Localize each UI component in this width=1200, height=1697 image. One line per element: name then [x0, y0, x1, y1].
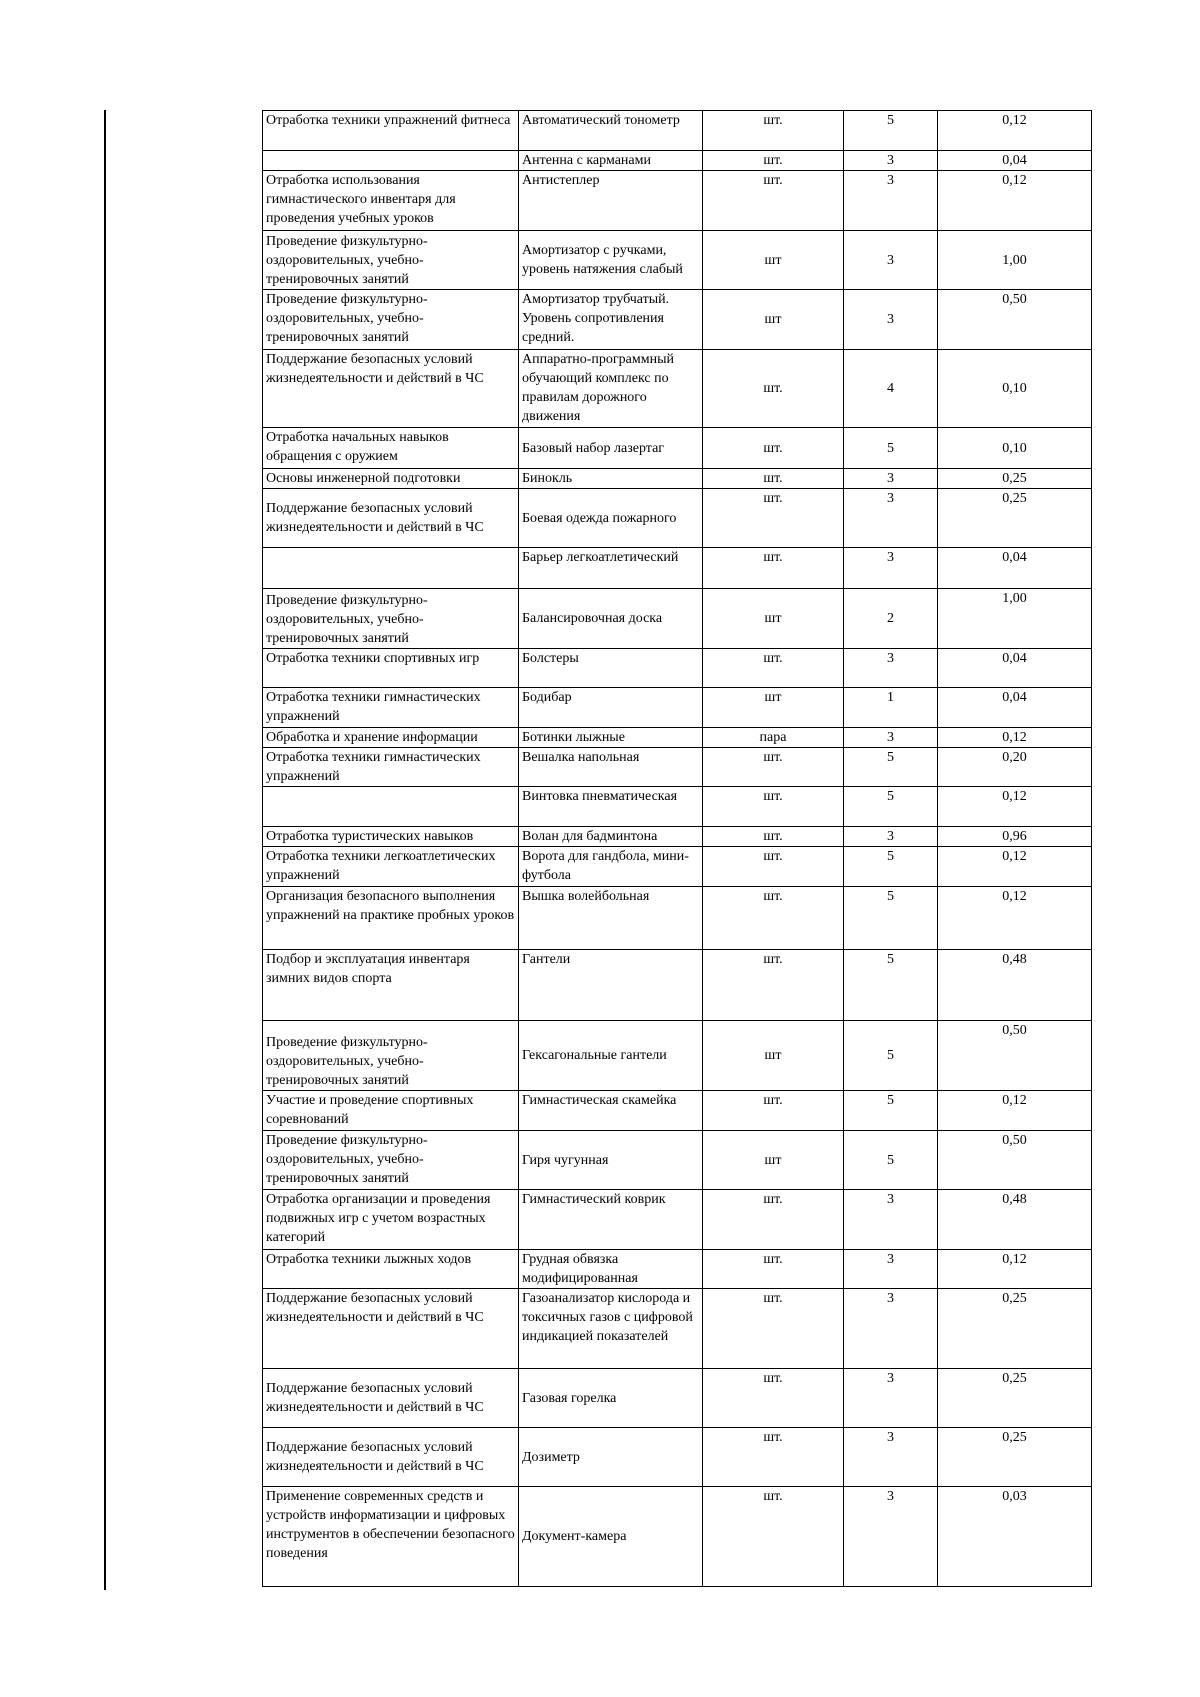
table-row [263, 1021, 1092, 1091]
share-cell: 0,50 [938, 1021, 1092, 1091]
activity-cell: Проведение физкультурно-оздоровительных, учебно-тренировочных занятий [263, 1021, 519, 1091]
share-cell: 0,12 [938, 1250, 1092, 1289]
item-cell: Балансировочная доска [519, 589, 703, 649]
table-row [263, 827, 1092, 847]
unit-cell: шт [703, 589, 844, 649]
item-cell: Газовая горелка [519, 1369, 703, 1428]
quantity-cell: 3 [844, 1369, 938, 1428]
table-row [263, 231, 1092, 290]
share-cell: 0,12 [938, 171, 1092, 231]
unit-cell: шт. [703, 1428, 844, 1487]
share-cell: 0,96 [938, 827, 1092, 847]
share-cell: 1,00 [938, 231, 1092, 290]
quantity-cell: 3 [844, 171, 938, 231]
item-cell: Винтовка пневматическая [519, 787, 703, 827]
item-cell: Боевая одежда пожарного [519, 489, 703, 548]
share-cell: 0,50 [938, 290, 1092, 350]
table-row [263, 350, 1092, 428]
item-cell: Гексагональные гантели [519, 1021, 703, 1091]
share-cell: 0,25 [938, 1428, 1092, 1487]
table-row [263, 171, 1092, 231]
share-cell: 0,03 [938, 1487, 1092, 1587]
unit-cell: шт. [703, 827, 844, 847]
table-row [263, 887, 1092, 950]
unit-cell: шт. [703, 548, 844, 589]
activity-cell: Проведение физкультурно-оздоровительных, учебно-тренировочных занятий [263, 1131, 519, 1190]
share-cell: 0,48 [938, 950, 1092, 1021]
item-cell: Гантели [519, 950, 703, 1021]
activity-cell: Организация безопасного выполнения упражнений на практике пробных уроков [263, 887, 519, 950]
quantity-cell: 3 [844, 548, 938, 589]
activity-cell: Поддержание безопасных условий жизнедеятельности и действий в ЧС [263, 1289, 519, 1369]
unit-cell: шт. [703, 748, 844, 787]
table-row [263, 1091, 1092, 1131]
activity-cell: Участие и проведение спортивных соревнований [263, 1091, 519, 1131]
unit-cell: шт. [703, 1091, 844, 1131]
table-row [263, 1369, 1092, 1428]
unit-cell: шт. [703, 350, 844, 428]
quantity-cell: 5 [844, 950, 938, 1021]
unit-cell: шт. [703, 847, 844, 887]
table-row [263, 1250, 1092, 1289]
activity-cell: Подбор и эксплуатация инвентаря зимних видов спорта [263, 950, 519, 1021]
quantity-cell: 2 [844, 589, 938, 649]
quantity-cell: 5 [844, 847, 938, 887]
table-row [263, 787, 1092, 827]
activity-cell: Отработка техники лыжных ходов [263, 1250, 519, 1289]
share-cell: 0,04 [938, 688, 1092, 728]
table-row [263, 1428, 1092, 1487]
quantity-cell: 3 [844, 649, 938, 688]
share-cell: 0,12 [938, 728, 1092, 748]
share-cell: 0,04 [938, 548, 1092, 589]
item-cell: Амортизатор трубчатый. Уровень сопротивления средний. [519, 290, 703, 350]
item-cell: Автоматический тонометр [519, 111, 703, 151]
table-row [263, 1190, 1092, 1250]
activity-cell: Поддержание безопасных условий жизнедеятельности и действий в ЧС [263, 350, 519, 428]
table-row [263, 489, 1092, 548]
unit-cell: пара [703, 728, 844, 748]
quantity-cell: 5 [844, 1131, 938, 1190]
unit-cell: шт. [703, 469, 844, 489]
unit-cell: шт. [703, 787, 844, 827]
item-cell: Болстеры [519, 649, 703, 688]
share-cell: 0,25 [938, 1289, 1092, 1369]
quantity-cell: 3 [844, 1428, 938, 1487]
unit-cell: шт. [703, 887, 844, 950]
item-cell: Вешалка напольная [519, 748, 703, 787]
share-cell: 0,12 [938, 111, 1092, 151]
activity-cell: Применение современных средств и устройств информатизации и цифровых инструментов в обеспечении безопасного поведения [263, 1487, 519, 1587]
table-row [263, 1131, 1092, 1190]
quantity-cell: 5 [844, 1021, 938, 1091]
unit-cell: шт [703, 1021, 844, 1091]
item-cell: Бодибар [519, 688, 703, 728]
unit-cell: шт. [703, 1289, 844, 1369]
activity-cell: Проведение физкультурно-оздоровительных, учебно-тренировочных занятий [263, 231, 519, 290]
activity-cell: Отработка техники упражнений фитнеса [263, 111, 519, 151]
share-cell: 0,25 [938, 489, 1092, 548]
share-cell: 0,25 [938, 469, 1092, 489]
item-cell: Бинокль [519, 469, 703, 489]
table-row [263, 950, 1092, 1021]
activity-cell: Поддержание безопасных условий жизнедеятельности и действий в ЧС [263, 1428, 519, 1487]
table-row [263, 589, 1092, 649]
item-cell: Вышка волейбольная [519, 887, 703, 950]
activity-cell: Поддержание безопасных условий жизнедеятельности и действий в ЧС [263, 489, 519, 548]
table-row [263, 111, 1092, 151]
unit-cell: шт. [703, 1369, 844, 1428]
unit-cell: шт. [703, 111, 844, 151]
share-cell: 0,12 [938, 887, 1092, 950]
activity-cell: Проведение физкультурно-оздоровительных, учебно-тренировочных занятий [263, 589, 519, 649]
unit-cell: шт [703, 1131, 844, 1190]
activity-cell: Отработка организации и проведения подвижных игр с учетом возрастных категорий [263, 1190, 519, 1250]
quantity-cell: 5 [844, 787, 938, 827]
item-cell: Гимнастический коврик [519, 1190, 703, 1250]
activity-cell: Отработка техники гимнастических упражнений [263, 688, 519, 728]
activity-cell: Отработка техники гимнастических упражнений [263, 748, 519, 787]
item-cell: Барьер легкоатлетический [519, 548, 703, 589]
quantity-cell: 3 [844, 728, 938, 748]
table-row [263, 428, 1092, 469]
activity-cell: Отработка туристических навыков [263, 827, 519, 847]
activity-cell [263, 548, 519, 589]
item-cell: Дозиметр [519, 1428, 703, 1487]
item-cell: Антистеплер [519, 171, 703, 231]
unit-cell: шт. [703, 649, 844, 688]
item-cell: Ворота для гандбола, мини-футбола [519, 847, 703, 887]
quantity-cell: 5 [844, 1091, 938, 1131]
activity-cell [263, 787, 519, 827]
quantity-cell: 1 [844, 688, 938, 728]
table-row [263, 688, 1092, 728]
quantity-cell: 3 [844, 1250, 938, 1289]
activity-cell: Проведение физкультурно-оздоровительных, учебно-тренировочных занятий [263, 290, 519, 350]
item-cell: Гимнастическая скамейка [519, 1091, 703, 1131]
item-cell: Грудная обвязка модифицированная [519, 1250, 703, 1289]
activity-cell: Основы инженерной подготовки [263, 469, 519, 489]
item-cell: Газоанализатор кислорода и токсичных газов с цифровой индикацией показателей [519, 1289, 703, 1369]
item-cell: Амортизатор с ручками, уровень натяжения слабый [519, 231, 703, 290]
unit-cell: шт. [703, 428, 844, 469]
item-cell: Базовый набор лазертаг [519, 428, 703, 469]
quantity-cell: 3 [844, 469, 938, 489]
quantity-cell: 5 [844, 428, 938, 469]
share-cell: 0,04 [938, 151, 1092, 171]
table-row [263, 1487, 1092, 1587]
equipment-table [262, 110, 1092, 1587]
quantity-cell: 3 [844, 151, 938, 171]
equipment-table-body [263, 111, 1092, 1587]
unit-cell: шт [703, 688, 844, 728]
unit-cell: шт. [703, 1190, 844, 1250]
unit-cell: шт. [703, 171, 844, 231]
quantity-cell: 3 [844, 827, 938, 847]
item-cell: Ботинки лыжные [519, 728, 703, 748]
activity-cell: Отработка техники спортивных игр [263, 649, 519, 688]
item-cell: Антенна с карманами [519, 151, 703, 171]
quantity-cell: 3 [844, 489, 938, 548]
quantity-cell: 5 [844, 748, 938, 787]
table-row [263, 847, 1092, 887]
table-row [263, 151, 1092, 171]
share-cell: 0,48 [938, 1190, 1092, 1250]
share-cell: 0,12 [938, 847, 1092, 887]
activity-cell: Обработка и хранение информации [263, 728, 519, 748]
unit-cell: шт. [703, 1487, 844, 1587]
left-margin-rule [104, 110, 106, 1590]
share-cell: 0,50 [938, 1131, 1092, 1190]
table-row [263, 728, 1092, 748]
share-cell: 0,12 [938, 787, 1092, 827]
unit-cell: шт [703, 290, 844, 350]
share-cell: 0,25 [938, 1369, 1092, 1428]
item-cell: Документ-камера [519, 1487, 703, 1587]
table-row [263, 649, 1092, 688]
quantity-cell: 5 [844, 111, 938, 151]
table-row [263, 548, 1092, 589]
unit-cell: шт. [703, 151, 844, 171]
unit-cell: шт. [703, 1250, 844, 1289]
quantity-cell: 4 [844, 350, 938, 428]
unit-cell: шт. [703, 950, 844, 1021]
quantity-cell: 3 [844, 231, 938, 290]
table-row [263, 1289, 1092, 1369]
share-cell: 0,10 [938, 350, 1092, 428]
activity-cell: Поддержание безопасных условий жизнедеятельности и действий в ЧС [263, 1369, 519, 1428]
share-cell: 0,12 [938, 1091, 1092, 1131]
table-row [263, 748, 1092, 787]
unit-cell: шт. [703, 489, 844, 548]
share-cell: 1,00 [938, 589, 1092, 649]
item-cell: Волан для бадминтона [519, 827, 703, 847]
activity-cell [263, 151, 519, 171]
activity-cell: Отработка техники легкоатлетических упражнений [263, 847, 519, 887]
table-row [263, 469, 1092, 489]
item-cell: Гиря чугунная [519, 1131, 703, 1190]
quantity-cell: 3 [844, 1487, 938, 1587]
quantity-cell: 3 [844, 290, 938, 350]
activity-cell: Отработка использования гимнастического инвентаря для проведения учебных уроков [263, 171, 519, 231]
quantity-cell: 3 [844, 1289, 938, 1369]
unit-cell: шт [703, 231, 844, 290]
share-cell: 0,04 [938, 649, 1092, 688]
share-cell: 0,20 [938, 748, 1092, 787]
table-row [263, 290, 1092, 350]
share-cell: 0,10 [938, 428, 1092, 469]
quantity-cell: 3 [844, 1190, 938, 1250]
activity-cell: Отработка начальных навыков обращения с оружием [263, 428, 519, 469]
item-cell: Аппаратно-программный обучающий комплекс по правилам дорожного движения [519, 350, 703, 428]
quantity-cell: 5 [844, 887, 938, 950]
